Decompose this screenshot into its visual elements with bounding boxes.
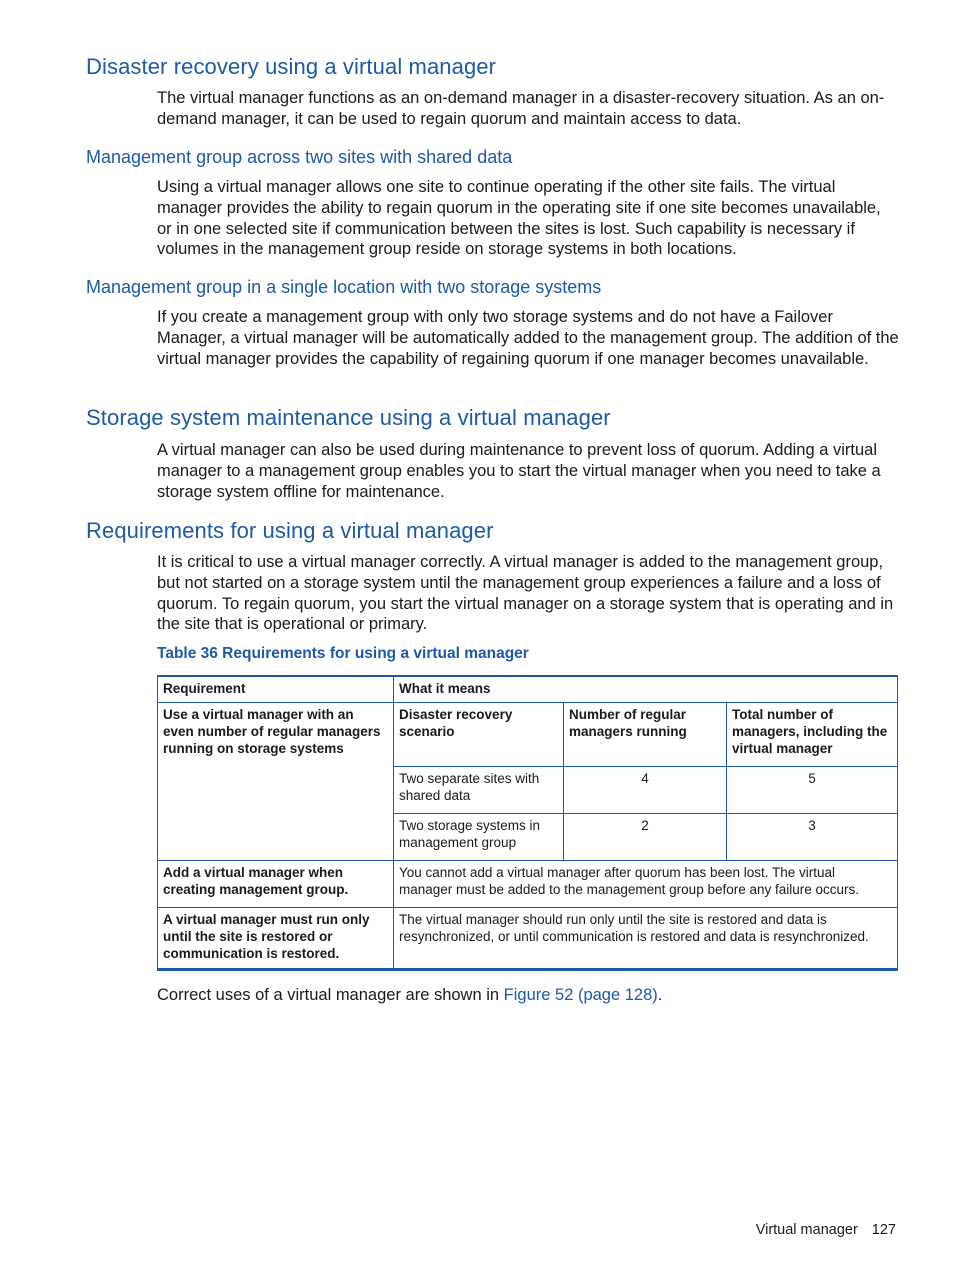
section-heading-requirements: Requirements for using a virtual manager [86, 518, 494, 543]
table-row [158, 908, 898, 970]
subheading-two-sites: Management group across two sites with shared data [86, 147, 513, 167]
requirements-table [157, 675, 898, 971]
header-what-it-means: What it means [394, 676, 898, 703]
footer-section-title: Virtual manager [755, 1222, 858, 1238]
table-row [158, 703, 898, 767]
paragraph-two-sites: Using a virtual manager allows one site to continue operating if the other site fails. The virtual manager provides the ability to regain quorum in the operating site if one site becomes unavailable, or in one selected site if communication between the sites is lost. Such capability is necessary if volumes in the management group reside on storage systems in both locations. [157, 178, 881, 259]
regular-count-cell: 4 [564, 767, 727, 814]
subheader-scenario: Disaster recovery scenario [394, 703, 564, 767]
meaning-cell: You cannot add a virtual manager after quorum has been lost. The virtual manager must be added to the management group before any failure occurs. [394, 861, 898, 908]
scenario-cell: Two separate sites with shared data [394, 767, 564, 814]
subheader-total-managers: Total number of managers, including the virtual manager [727, 703, 898, 767]
table-caption: Table 36 Requirements for using a virtual manager [157, 645, 529, 662]
table-row [158, 861, 898, 908]
subheading-single-location: Management group in a single location with two storage systems [86, 277, 602, 297]
scenario-cell: Two storage systems in management group [394, 814, 564, 861]
requirement-cell: A virtual manager must run only until the site is restored or communication is restored. [158, 908, 394, 970]
requirement-cell: Add a virtual manager when creating management group. [158, 861, 394, 908]
section-heading-maintenance: Storage system maintenance using a virtual manager [86, 405, 611, 430]
paragraph-correct-uses [157, 985, 899, 1006]
regular-count-cell: 2 [564, 814, 727, 861]
section-heading-disaster-recovery: Disaster recovery using a virtual manager [86, 54, 497, 79]
paragraph-disaster-recovery: The virtual manager functions as an on-demand manager in a disaster-recovery situation. As an on-demand manager, it can be used to regain quorum and maintain access to data. [157, 89, 885, 128]
paragraph-maintenance: A virtual manager can also be used during maintenance to prevent loss of quorum. Adding a virtual manager to a management group enables you to start the virtual manager when you need to take a storage system offline for maintenance. [157, 441, 881, 501]
total-count-cell: 3 [727, 814, 898, 861]
header-requirement: Requirement [158, 676, 394, 703]
page-footer [756, 1222, 896, 1238]
requirement-cell: Use a virtual manager with an even number of regular managers running on storage systems [158, 703, 394, 861]
figure-link[interactable]: Figure 52 (page 128) [503, 986, 658, 1004]
total-count-cell: 5 [727, 767, 898, 814]
correct-uses-text: Correct uses of a virtual manager are shown in [157, 986, 504, 1004]
paragraph-single-location: If you create a management group with only two storage systems and do not have a Failover Manager, a virtual manager will be automatically added to the management group. The addition of the virtual manager provides the capability of regaining quorum if one manager becomes unavailable. [157, 308, 899, 368]
paragraph-requirements: It is critical to use a virtual manager correctly. A virtual manager is added to the management group, but not started on a storage system until the management group experiences a failure and a loss of quorum. To regain quorum, you start the virtual manager on a storage system that is operating and in the site that is operational or primary. [157, 553, 894, 634]
page-number: 127 [871, 1222, 896, 1238]
meaning-cell: The virtual manager should run only until the site is restored and data is resynchronized, or until communication is restored and data is resynchronized. [394, 908, 898, 970]
subheader-regular-managers: Number of regular managers running [564, 703, 727, 767]
table-header-row [158, 676, 898, 703]
correct-uses-period: . [657, 986, 663, 1004]
